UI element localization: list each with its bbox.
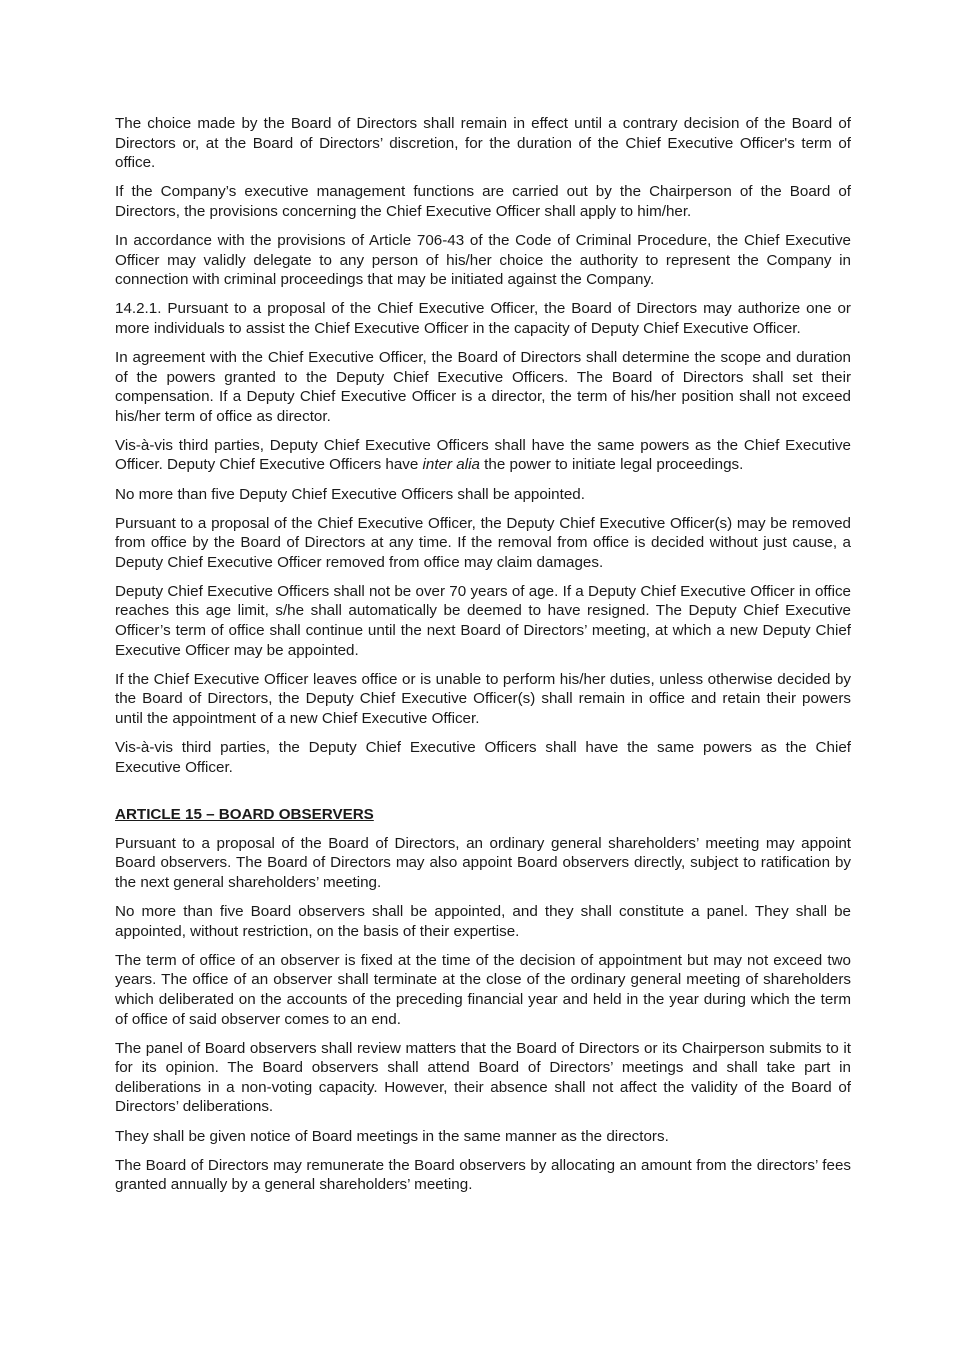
paragraph-14-2-1: 14.2.1. Pursuant to a proposal of the Chief Executive Officer, the Board of Directors may authorize one or more individuals to assist the Chief Executive Officer in the capacity of Deputy Chief Executive Officer. xyxy=(115,300,851,337)
paragraph-ceo-choice-duration: The choice made by the Board of Directors shall remain in effect until a contrary decision of the Board of Directors or, at the Board of Directors’ discretion, for the duration of the Chief Executive Officer's term of office. xyxy=(115,115,851,172)
document-page xyxy=(115,114,851,1204)
paragraph-deputy-third-parties xyxy=(115,436,851,475)
paragraph-text: Vis-à-vis third parties, Deputy Chief Executive Officers shall have the same powers as the Chief Executive Officer. Deputy Chief Executive Officers have xyxy=(115,436,851,474)
paragraph-observer-appointment: Pursuant to a proposal of the Board of Directors, an ordinary general shareholders’ meeting may appoint Board observers. The Board of Directors may also appoint Board observers directly, subject to ratification by the next general shareholders’ meeting. xyxy=(115,834,851,891)
paragraph-deputy-limit: No more than five Deputy Chief Executive Officers shall be appointed. xyxy=(115,485,585,503)
paragraph-observer-notice: They shall be given notice of Board meetings in the same manner as the directors. xyxy=(115,1127,669,1145)
paragraph-deputy-age-limit: Deputy Chief Executive Officers shall not be over 70 years of age. If a Deputy Chief Executive Officer in office reaches this age limit, s/he shall automatically be deemed to have resigned. The Deputy Chief Executive Officer’s term of office shall continue until the next Board of Directors’ meeting, at which a new Deputy Chief Executive Officer may be appointed. xyxy=(115,582,851,659)
paragraph-deputy-removal: Pursuant to a proposal of the Chief Executive Officer, the Deputy Chief Executive Officer(s) may be removed from office by the Board of Directors at any time. If the removal from office is decided without just cause, a Deputy Chief Executive Officer removed from office may claim damages. xyxy=(115,514,851,571)
paragraph-observer-panel: No more than five Board observers shall be appointed, and they shall constitute a panel. They shall be appointed, without restriction, on the basis of their expertise. xyxy=(115,903,851,940)
italic-text: inter alia xyxy=(422,456,480,474)
paragraph-text: the power to initiate legal proceedings. xyxy=(479,456,744,474)
paragraph-observer-review: The panel of Board observers shall review matters that the Board of Directors or its Chairperson submits to it for its opinion. The Board observers shall attend Board of Directors’ meetings and shall take part in deliberations in a non-voting capacity. However, their absence shall not affect the validity of the Board of Directors’ deliberations. xyxy=(115,1039,851,1116)
paragraph-chairperson-executive: If the Company’s executive management functions are carried out by the Chairperson of the Board of Directors, the provisions concerning the Chief Executive Officer shall apply to him/her. xyxy=(115,183,851,220)
paragraph-deputy-same-powers: Vis-à-vis third parties, the Deputy Chief Executive Officers shall have the same powers as the Chief Executive Officer. xyxy=(115,739,851,776)
paragraph-deputy-powers-scope: In agreement with the Chief Executive Officer, the Board of Directors shall determine the scope and duration of the powers granted to the Deputy Chief Executive Officers. The Board of Directors shall set their compensation. If a Deputy Chief Executive Officer is a director, the term of his/her position shall not exceed his/her term of office as director. xyxy=(115,348,851,425)
paragraph-observer-term: The term of office of an observer is fixed at the time of the decision of appointment but may not exceed two years. The office of an observer shall terminate at the close of the ordinary general meeting of shareholders which deliberated on the accounts of the preceding financial year and held in the year during which the term of office of said observer comes to an end. xyxy=(115,951,851,1028)
paragraph-criminal-procedure: In accordance with the provisions of Article 706-43 of the Code of Criminal Procedure, the Chief Executive Officer may validly delegate to any person of his/her choice the authority to represent the Company in connection with criminal proceedings that may be initiated against the Company. xyxy=(115,231,851,289)
paragraph-ceo-leaves-office: If the Chief Executive Officer leaves office or is unable to perform his/her duties, unless otherwise decided by the Board of Directors, the Deputy Chief Executive Officer(s) shall remain in office and retain their powers until the appointment of a new Chief Executive Officer. xyxy=(115,670,851,727)
paragraph-observer-remuneration: The Board of Directors may remunerate the Board observers by allocating an amount from the directors’ fees granted annually by a general shareholders’ meeting. xyxy=(115,1156,851,1194)
article-15-heading: ARTICLE 15 – BOARD OBSERVERS xyxy=(115,806,374,824)
